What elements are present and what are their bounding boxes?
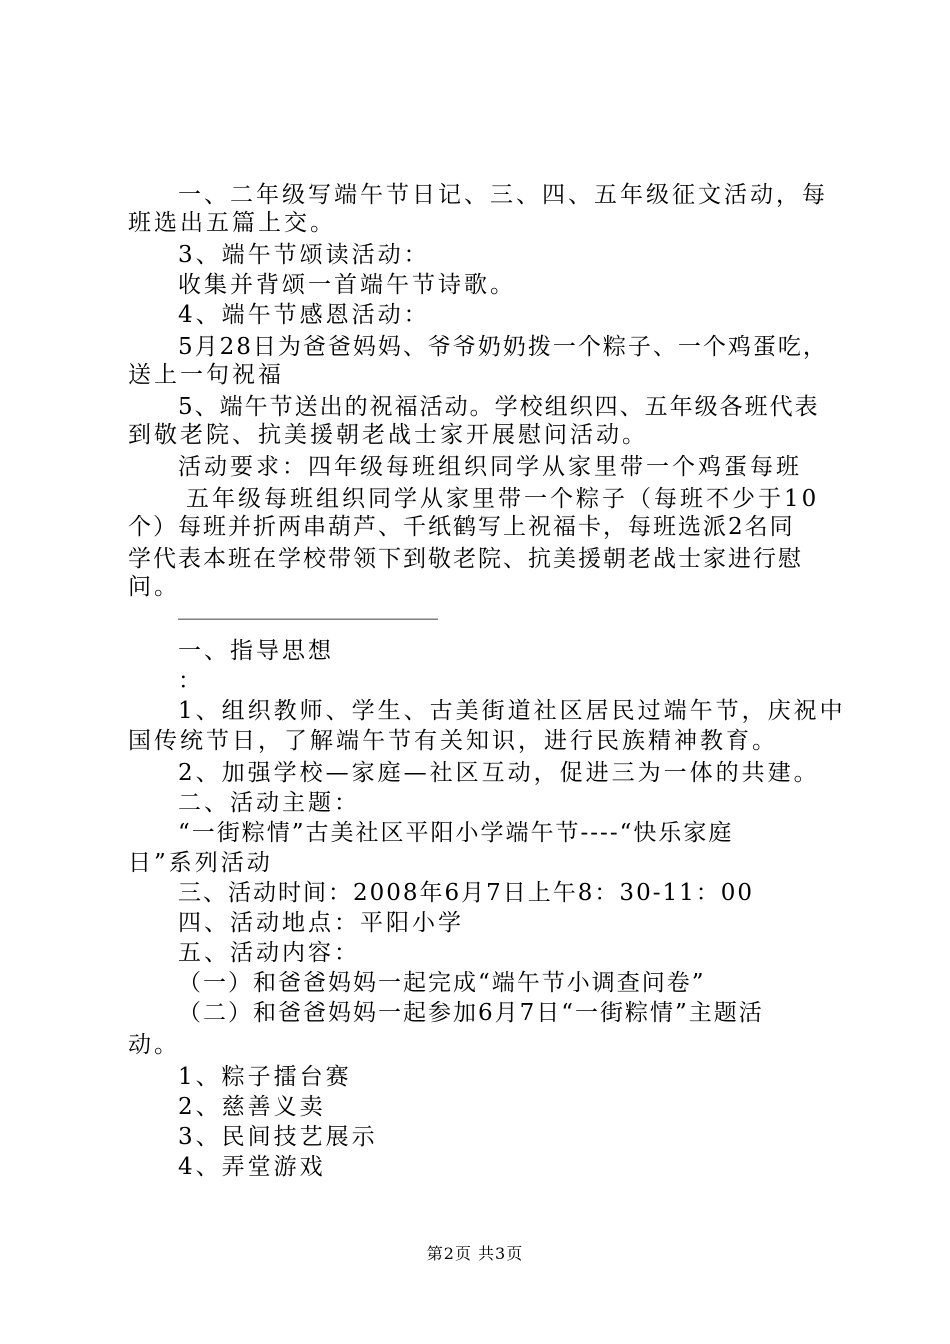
section-heading: 四、活动地点：平阳小学 <box>178 910 464 936</box>
section-heading: 五、活动内容： <box>178 940 360 966</box>
list-item: 1、粽子擂台赛 <box>178 1064 352 1090</box>
section-heading: 三、活动时间：2008年6月7日上午8：30-11：00 <box>178 880 755 906</box>
text-line: 送上一句祝福 <box>128 362 284 388</box>
text-line: 活动要求：四年级每班组织同学从家里带一个鸡蛋每班 <box>178 454 802 480</box>
list-item: 2、慈善义卖 <box>178 1094 326 1120</box>
text-line: 5月28日为爸爸妈妈、爷爷奶奶拨一个粽子、一个鸡蛋吃， <box>178 334 828 360</box>
text-line: “一街粽情”古美社区平阳小学端午节----“快乐家庭 <box>178 820 734 846</box>
text-line: 日”系列活动 <box>128 850 273 876</box>
text-line: （一）和爸爸妈妈一起完成“端午节小调查问卷” <box>178 970 706 996</box>
text-line: （二）和爸爸妈妈一起参加6月7日“一街粽情”主题活 <box>178 1000 764 1026</box>
text-line: 2、加强学校—家庭—社区互动，促进三为一体的共建。 <box>178 760 820 786</box>
list-item: 3、民间技艺展示 <box>178 1124 378 1150</box>
section-heading: 二、活动主题： <box>178 790 360 816</box>
text-line: 问。 <box>128 574 180 600</box>
text-line: 1、组织教师、学生、古美街道社区居民过端午节，庆祝中 <box>178 698 846 724</box>
section-heading: 一、指导思想 <box>178 638 334 664</box>
text-line: 4、端午节感恩活动： <box>178 302 430 328</box>
list-item: 4、弄堂游戏 <box>178 1154 326 1180</box>
text-line: 五年级每班组织同学从家里带一个粽子（每班不少于10 <box>186 486 820 512</box>
text-line: 国传统节日，了解端午节有关知识，进行民族精神教育。 <box>128 728 778 754</box>
text-line: 班选出五篇上交。 <box>128 210 336 236</box>
text-line: 个）每班并折两串葫芦、千纸鹤写上祝福卡，每班选派2名同 <box>128 514 795 540</box>
text-line: ： <box>178 668 204 694</box>
text-line: 收集并背颂一首端午节诗歌。 <box>178 272 516 298</box>
text-line: 到敬老院、抗美援朝老战士家开展慰问活动。 <box>128 422 648 448</box>
text-line: 学代表本班在学校带领下到敬老院、抗美援朝老战士家进行慰 <box>128 546 803 572</box>
text-line: 3、端午节颂读活动： <box>178 242 430 268</box>
text-line: 一、二年级写端午节日记、三、四、五年级征文活动，每 <box>178 182 828 208</box>
page-footer: 第2页 共3页 <box>426 1244 524 1263</box>
text-line: 动。 <box>128 1032 180 1058</box>
text-line: 5、端午节送出的祝福活动。学校组织四、五年级各班代表 <box>178 394 820 420</box>
divider-line: __________________________ <box>178 596 438 620</box>
